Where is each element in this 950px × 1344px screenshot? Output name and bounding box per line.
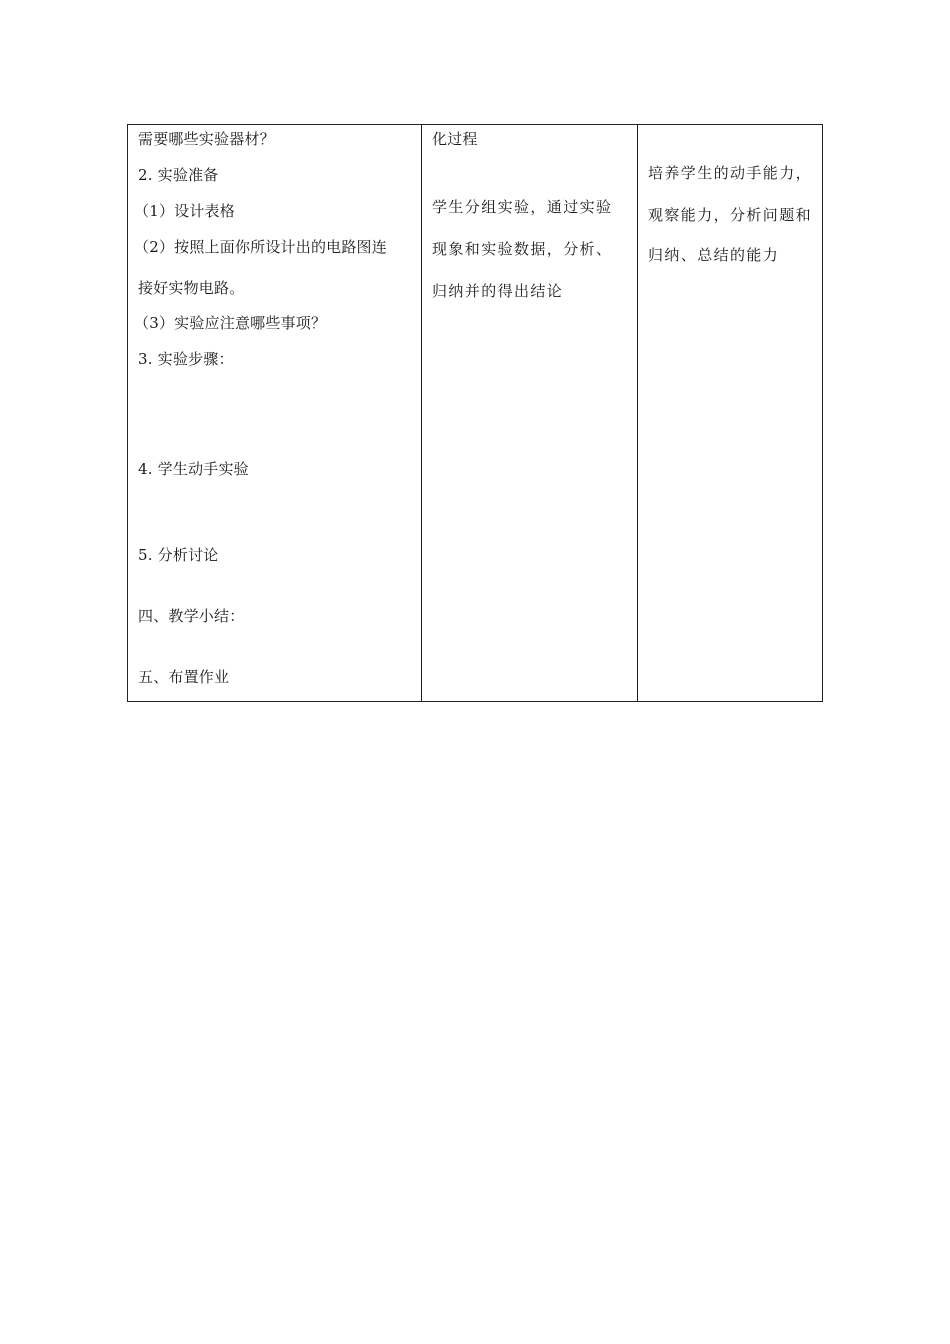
- table-column-design-intent: [638, 125, 822, 701]
- text-line: （3）实验应注意哪些事项？: [134, 314, 327, 332]
- text-line: 5. 分析讨论: [138, 546, 219, 564]
- table-column-teaching-content: [128, 125, 422, 701]
- text-line: 化过程: [432, 130, 478, 148]
- text-line: 五、布置作业: [138, 668, 230, 686]
- text-line: 观察能力，分析问题和: [648, 206, 813, 224]
- text-line: （2）按照上面你所设计出的电路图连: [134, 238, 387, 256]
- text-line: 4. 学生动手实验: [138, 460, 249, 478]
- text-line: 培养学生的动手能力，: [648, 164, 813, 182]
- text-line: 3. 实验步骤：: [138, 350, 234, 368]
- text-line: 归纳并的得出结论: [432, 282, 564, 300]
- lesson-plan-table: [127, 124, 823, 702]
- text-line: 2. 实验准备: [138, 166, 219, 184]
- text-line: 学生分组实验，通过实验: [432, 198, 613, 216]
- text-line: 接好实物电路。: [138, 279, 245, 297]
- text-line: （1）设计表格: [134, 202, 235, 220]
- text-line: 四、教学小结：: [138, 607, 245, 625]
- table-column-student-activity: [422, 125, 638, 701]
- text-line: 需要哪些实验器材？: [138, 130, 275, 148]
- text-line: 归纳、总结的能力: [648, 246, 780, 264]
- text-line: 现象和实验数据，分析、: [432, 240, 613, 258]
